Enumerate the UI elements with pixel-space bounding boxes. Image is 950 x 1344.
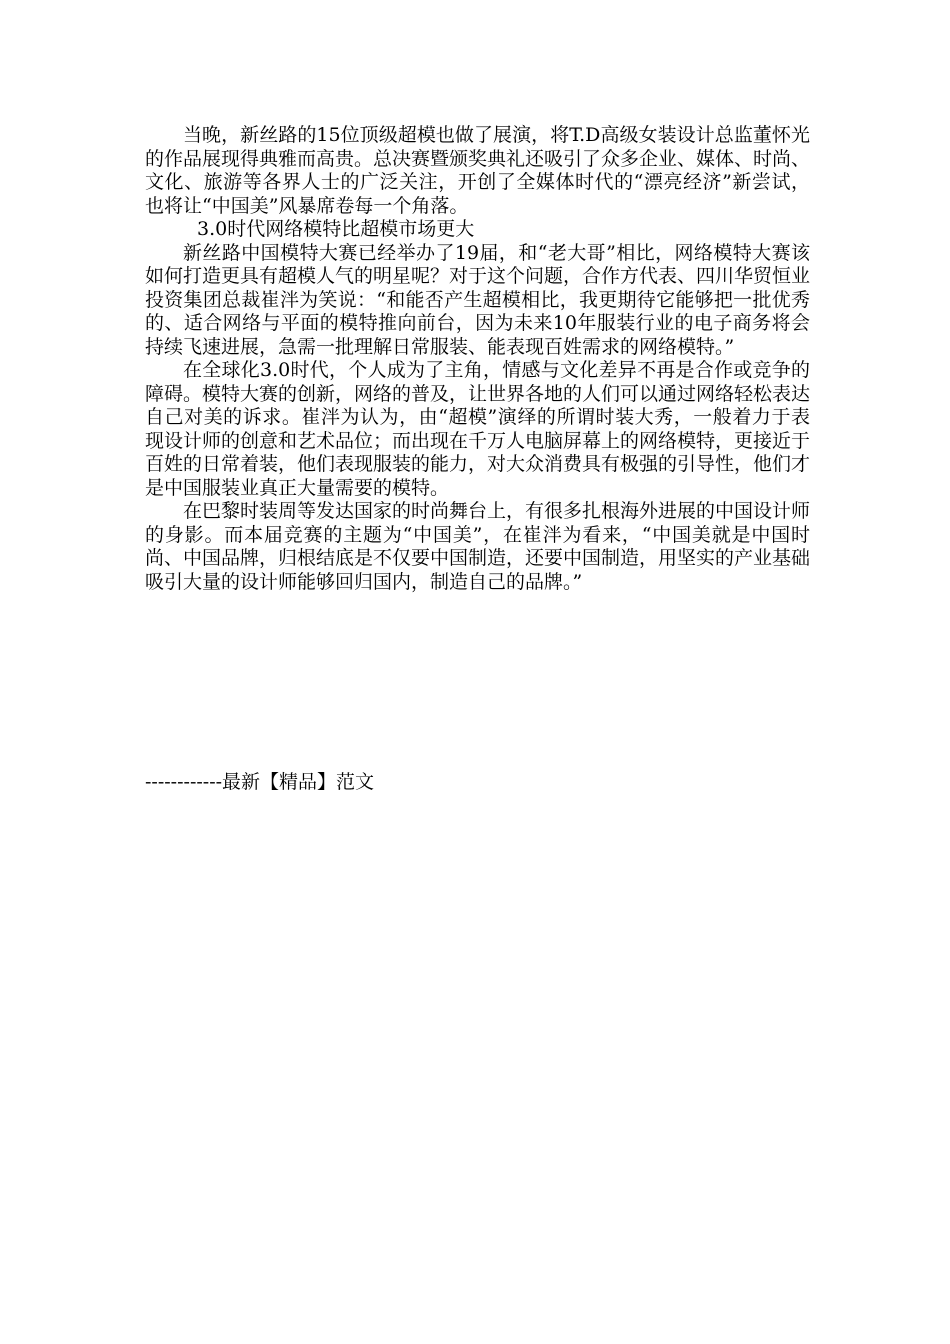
footer-label: ------------最新【精品】范文: [145, 771, 375, 793]
document-body: [145, 124, 810, 594]
paragraph-4: 在巴黎时装周等发达国家的时尚舞台上，有很多扎根海外进展的中国设计师的身影。而本届竞赛的主题为“中国美”，在崔泮为看来，“中国美就是中国时尚、中国品牌，归根结底是不仅要中国制造，还要中国制造，用坚实的产业基础吸引大量的设计师能够回归国内，制造自己的品牌。”: [145, 500, 811, 593]
paragraph-3: 在全球化3.0时代，个人成为了主角，情感与文化差异不再是合作或竞争的障碍。模特大赛的创新，网络的普及，让世界各地的人们可以通过网络轻松表达自己对美的诉求。崔泮为认为，由“超模”演绎的所谓时装大秀，一般着力于表现设计师的创意和艺术品位；而出现在千万人电脑屏幕上的网络模特，更接近于百姓的日常着装，他们表现服装的能力，对大众消费具有极强的引导性，他们才是中国服装业真正大量需要的模特。: [145, 359, 811, 499]
paragraph-1: 当晚，新丝路的15位顶级超模也做了展演，将T.D高级女装设计总监董怀光的作品展现得典雅而高贵。总决赛暨颁奖典礼还吸引了众多企业、媒体、时尚、文化、旅游等各界人士的广泛关注，开创了全媒体时代的“漂亮经济”新尝试，也将让“中国美”风暴席卷每一个角落。: [145, 124, 811, 217]
section-subheading: 3.0时代网络模特比超模市场更大: [197, 218, 475, 240]
paragraph-2: 新丝路中国模特大赛已经举办了19届，和“老大哥”相比，网络模特大赛该如何打造更具有超模人气的明星呢？对于这个问题，合作方代表、四川华贸恒业投资集团总裁崔泮为笑说：“和能否产生超模相比，我更期待它能够把一批优秀的、适合网络与平面的模特推向前台，因为未来10年服装行业的电子商务将会持续飞速进展，急需一批理解日常服装、能表现百姓需求的网络模特。”: [145, 241, 811, 358]
